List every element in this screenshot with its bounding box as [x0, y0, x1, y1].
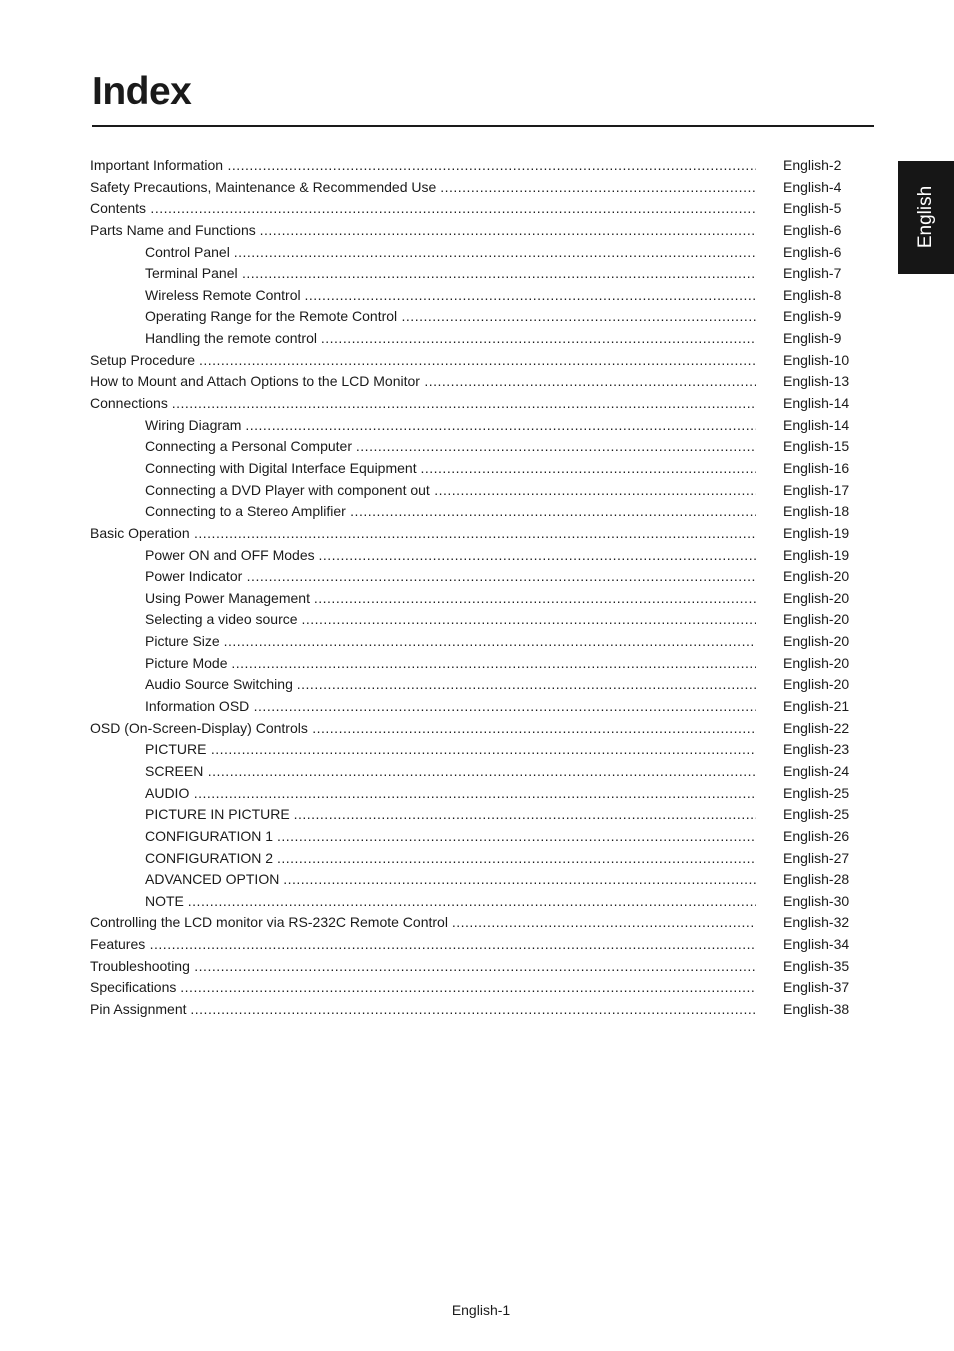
toc-entry-page: English-23 — [783, 741, 850, 758]
toc-entry[interactable] — [90, 220, 870, 242]
toc-entry-label: Features ..... — [90, 934, 756, 956]
toc-entry-page: English-17 — [783, 481, 850, 498]
toc-entry-label: CONFIGURATION 1 ..... — [145, 826, 756, 848]
toc-entry-page: English-22 — [783, 719, 850, 736]
toc-entry-label: CONFIGURATION 2 ..... — [145, 848, 756, 870]
toc-entry-page: English-32 — [783, 914, 850, 931]
toc-subentry[interactable] — [90, 458, 870, 480]
toc-subentry[interactable] — [90, 804, 870, 826]
toc-entry[interactable] — [90, 155, 870, 177]
toc-entry-page: English-9 — [783, 308, 842, 325]
toc-subentry[interactable] — [90, 631, 870, 653]
toc-entry-page: English-30 — [783, 892, 850, 909]
toc-entry[interactable] — [90, 177, 870, 199]
toc-entry-label: PICTURE IN PICTURE ..... — [145, 804, 756, 826]
toc-subentry[interactable] — [90, 653, 870, 675]
toc-subentry[interactable] — [90, 263, 870, 285]
toc-entry[interactable] — [90, 956, 870, 978]
toc-entry-label: Contents ..... — [90, 198, 756, 220]
toc-entry[interactable] — [90, 718, 870, 740]
toc-entry-label: AUDIO ..... — [145, 783, 756, 805]
toc-entry-label: Picture Size ..... — [145, 631, 756, 653]
toc-entry-label: Parts Name and Functions ..... — [90, 220, 756, 242]
toc-entry-page: English-4 — [783, 178, 842, 195]
toc-subentry[interactable] — [90, 436, 870, 458]
toc-entry[interactable] — [90, 523, 870, 545]
toc-entry[interactable] — [90, 912, 870, 934]
page-footer — [0, 1302, 954, 1318]
toc-entry-label: OSD (On-Screen-Display) Controls ..... — [90, 718, 756, 740]
toc-subentry[interactable] — [90, 674, 870, 696]
toc-entry-page: English-14 — [783, 416, 850, 433]
toc-entry-label: How to Mount and Attach Options to the LCD Monitor ..... — [90, 371, 756, 393]
toc-subentry[interactable] — [90, 891, 870, 913]
toc-entry-label: Controlling the LCD monitor via RS-232C Remote Control ..... — [90, 912, 756, 934]
toc-entry-label: Terminal Panel ..... — [145, 263, 756, 285]
toc-subentry[interactable] — [90, 566, 870, 588]
toc-entry-label: Power ON and OFF Modes ..... — [145, 545, 756, 567]
page-number: English-1 — [451, 1302, 511, 1318]
toc-entry-label: Power Indicator ..... — [145, 566, 756, 588]
toc-entry-label: Audio Source Switching ..... — [145, 674, 756, 696]
toc-entry-page: English-25 — [783, 806, 850, 823]
title-divider — [92, 125, 874, 127]
toc-subentry[interactable] — [90, 480, 870, 502]
toc-subentry[interactable] — [90, 306, 870, 328]
toc-entry-page: English-25 — [783, 784, 850, 801]
toc-entry-label: Safety Precautions, Maintenance & Recommended Use ..... — [90, 177, 756, 199]
toc-entry-page: English-38 — [783, 1000, 850, 1017]
toc-entry-label: Wiring Diagram ..... — [145, 415, 756, 437]
toc-entry-label: SCREEN ..... — [145, 761, 756, 783]
toc-entry-page: English-26 — [783, 827, 850, 844]
toc-entry[interactable] — [90, 198, 870, 220]
toc-entry-label: Connecting a DVD Player with component out ..... — [145, 480, 756, 502]
toc-entry-page: English-27 — [783, 849, 850, 866]
toc-entry-page: English-16 — [783, 459, 850, 476]
toc-entry-label: Troubleshooting ..... — [90, 956, 756, 978]
toc-subentry[interactable] — [90, 588, 870, 610]
toc-entry-label: Control Panel ..... — [145, 242, 756, 264]
toc-subentry[interactable] — [90, 696, 870, 718]
toc-entry-page: English-24 — [783, 762, 850, 779]
toc-entry-page: English-20 — [783, 676, 850, 693]
toc-subentry[interactable] — [90, 415, 870, 437]
toc-entry-page: English-19 — [783, 524, 850, 541]
toc-entry-page: English-20 — [783, 654, 850, 671]
toc-entry-label: Selecting a video source ..... — [145, 609, 756, 631]
toc-entry[interactable] — [90, 934, 870, 956]
toc-entry[interactable] — [90, 977, 870, 999]
toc-entry-label: Important Information ..... — [90, 155, 756, 177]
toc-subentry[interactable] — [90, 242, 870, 264]
toc-entry-page: English-28 — [783, 871, 850, 888]
toc-subentry[interactable] — [90, 826, 870, 848]
table-of-contents — [90, 155, 870, 1021]
toc-subentry[interactable] — [90, 761, 870, 783]
toc-entry-label: ADVANCED OPTION ..... — [145, 869, 756, 891]
toc-subentry[interactable] — [90, 783, 870, 805]
toc-entry-page: English-2 — [783, 157, 842, 173]
toc-entry-page: English-10 — [783, 351, 850, 368]
toc-subentry[interactable] — [90, 739, 870, 761]
toc-entry-page: English-5 — [783, 200, 842, 217]
toc-entry-page: English-7 — [783, 265, 842, 282]
toc-entry-page: English-20 — [783, 611, 850, 628]
toc-entry-page: English-37 — [783, 979, 850, 996]
toc-entry-label: Pin Assignment ..... — [90, 999, 756, 1021]
toc-entry-label: Setup Procedure ..... — [90, 350, 756, 372]
toc-entry[interactable] — [90, 393, 870, 415]
toc-subentry[interactable] — [90, 609, 870, 631]
toc-entry-page: English-18 — [783, 503, 850, 520]
toc-entry-label: Connecting a Personal Computer ..... — [145, 436, 756, 458]
toc-subentry[interactable] — [90, 545, 870, 567]
toc-entry-label: Connecting to a Stereo Amplifier ..... — [145, 501, 756, 523]
toc-subentry[interactable] — [90, 328, 870, 350]
toc-entry-page: English-14 — [783, 395, 850, 412]
toc-entry-label: Picture Mode ..... — [145, 653, 756, 675]
toc-entry[interactable] — [90, 371, 870, 393]
toc-entry[interactable] — [90, 350, 870, 372]
toc-entry-label: Basic Operation ..... — [90, 523, 756, 545]
toc-entry-label: Wireless Remote Control ..... — [145, 285, 756, 307]
toc-entry-page: English-35 — [783, 957, 850, 974]
toc-entry-page: English-6 — [783, 221, 842, 238]
toc-entry-page: English-20 — [783, 589, 850, 606]
toc-entry-label: Handling the remote control ..... — [145, 328, 756, 350]
toc-entry-label: Specifications ..... — [90, 977, 756, 999]
toc-entry-label: PICTURE ..... — [145, 739, 756, 761]
toc-entry-label: NOTE ..... — [145, 891, 756, 913]
toc-entry-page: English-13 — [783, 373, 850, 390]
toc-entry-label: Connecting with Digital Interface Equipment ..... — [145, 458, 756, 480]
toc-subentry[interactable] — [90, 501, 870, 523]
toc-entry-page: English-34 — [783, 936, 850, 953]
toc-subentry[interactable] — [90, 848, 870, 870]
toc-entry-page: English-21 — [783, 698, 850, 715]
toc-entry-page: English-6 — [783, 243, 842, 260]
toc-subentry[interactable] — [90, 869, 870, 891]
toc-subentry[interactable] — [90, 285, 870, 307]
toc-entry-label: Connections ..... — [90, 393, 756, 415]
toc-entry-label: Information OSD ..... — [145, 696, 756, 718]
toc-entry-page: English-8 — [783, 286, 842, 303]
toc-entry-page: English-15 — [783, 438, 850, 455]
toc-entry-page: English-19 — [783, 546, 850, 563]
page-title: Index — [92, 70, 192, 113]
toc-entry-label: Using Power Management ..... — [145, 588, 756, 610]
toc-entry-page: English-9 — [783, 330, 842, 347]
language-tab-label: English — [915, 185, 936, 249]
toc-entry[interactable] — [90, 999, 870, 1021]
toc-entry-page: English-20 — [783, 568, 850, 585]
toc-entry-label: Operating Range for the Remote Control ..... — [145, 306, 756, 328]
toc-entry-page: English-20 — [783, 633, 850, 650]
language-tab — [898, 161, 954, 274]
